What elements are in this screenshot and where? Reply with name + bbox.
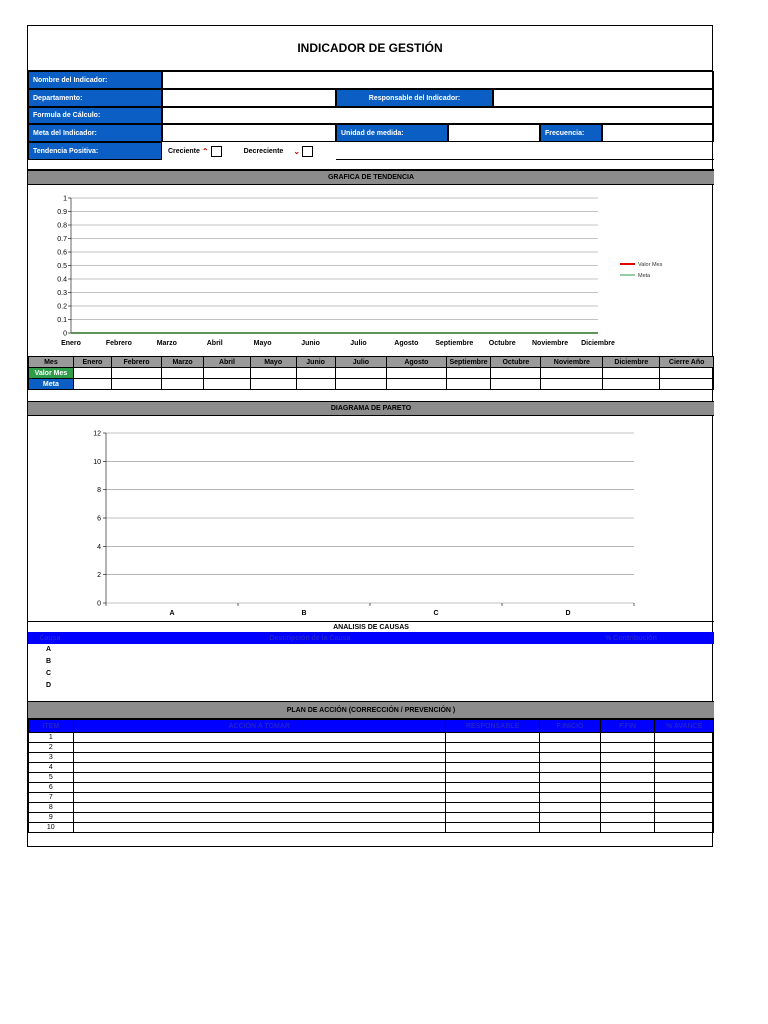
table-cell[interactable]	[540, 783, 601, 793]
table-header-cell: F.FIN	[600, 720, 654, 733]
table-cell[interactable]	[540, 813, 601, 823]
y-tick-label: 0.2	[57, 303, 67, 311]
table-row	[29, 813, 714, 823]
table-cell: 2	[29, 743, 74, 753]
x-tick-label: B	[301, 610, 307, 617]
table-cell[interactable]	[445, 763, 539, 773]
y-tick-label: 0.3	[57, 290, 67, 297]
spacer-row	[28, 160, 714, 170]
y-tick-label: 6	[97, 515, 101, 523]
y-tick-label: 0	[63, 330, 67, 338]
table-cell[interactable]	[600, 823, 654, 833]
causas-header-cell: Descripción de la Causa	[269, 634, 351, 642]
section-causas: ANALISIS DE CAUSAS	[28, 621, 714, 632]
x-tick-label: Agosto	[394, 340, 419, 347]
table-cell: 4	[29, 763, 74, 773]
table-cell[interactable]	[540, 753, 601, 763]
table-cell[interactable]	[603, 368, 660, 379]
table-cell[interactable]	[655, 793, 714, 803]
table-cell[interactable]	[446, 368, 491, 379]
table-cell: 6	[29, 783, 74, 793]
arrow-up-icon: ⌃	[201, 146, 209, 156]
x-tick-label: Marzo	[156, 340, 177, 347]
table-header-cell: F.INICIO	[540, 720, 601, 733]
table-cell[interactable]	[540, 823, 601, 833]
table-cell[interactable]	[600, 763, 654, 773]
decreciente-checkbox[interactable]	[302, 146, 313, 157]
table-cell[interactable]	[112, 379, 162, 390]
table-cell[interactable]	[387, 379, 446, 390]
section-plan: PLAN DE ACCIÓN (CORRECCIÓN / PREVENCIÓN )	[28, 701, 714, 719]
table-cell: 1	[29, 733, 74, 743]
table-cell: 7	[29, 793, 74, 803]
table-cell[interactable]	[540, 793, 601, 803]
causas-list	[28, 645, 714, 701]
table-cell[interactable]	[655, 813, 714, 823]
table-cell[interactable]	[540, 773, 601, 783]
arrow-down-icon: ⌄	[293, 146, 301, 156]
table-cell[interactable]	[73, 763, 445, 773]
table-cell[interactable]	[445, 793, 539, 803]
table-cell: 8	[29, 803, 74, 813]
page-title: INDICADOR DE GESTIÓN	[28, 26, 712, 71]
table-cell[interactable]: Junio	[296, 357, 335, 368]
table-cell[interactable]	[445, 743, 539, 753]
table-cell: 9	[29, 813, 74, 823]
departamento-label: Departamento:	[28, 89, 162, 107]
table-cell[interactable]	[73, 733, 445, 743]
legend-label: Meta	[638, 273, 651, 279]
table-cell[interactable]	[655, 743, 714, 753]
y-tick-label: 2	[97, 572, 101, 580]
departamento-field[interactable]	[162, 89, 336, 107]
x-tick-label: Diciembre	[581, 340, 615, 347]
y-tick-label: 0.8	[57, 222, 67, 230]
table-cell[interactable]	[204, 379, 251, 390]
x-tick-label: Julio	[350, 340, 367, 347]
table-header-cell: ITEM	[29, 720, 74, 733]
table-header-cell: % AVANCE	[655, 720, 714, 733]
table-cell[interactable]	[296, 368, 335, 379]
x-tick-label: D	[565, 610, 571, 617]
table-row	[29, 763, 714, 773]
table-cell[interactable]	[446, 379, 491, 390]
table-cell: 3	[29, 753, 74, 763]
table-cell[interactable]	[655, 733, 714, 743]
table-cell[interactable]	[445, 823, 539, 833]
y-tick-label: 0.4	[57, 276, 67, 284]
table-cell: Mes	[29, 357, 74, 368]
table-cell[interactable]	[162, 379, 204, 390]
table-cell[interactable]	[73, 823, 445, 833]
list-item: B	[46, 658, 52, 665]
table-cell[interactable]	[162, 368, 204, 379]
table-cell[interactable]: Diciembre	[603, 357, 660, 368]
creciente-label: Creciente	[168, 147, 200, 155]
y-tick-label: 12	[93, 430, 101, 438]
frecuencia-field[interactable]	[602, 124, 714, 142]
table-row	[29, 793, 714, 803]
table-cell[interactable]: Octubre	[491, 357, 541, 368]
table-cell[interactable]	[387, 368, 446, 379]
x-tick-label: A	[169, 610, 175, 617]
trend-chart	[28, 185, 714, 355]
table-row	[29, 773, 714, 783]
table-cell[interactable]	[204, 368, 251, 379]
y-tick-label: 1	[63, 195, 67, 203]
table-header-cell: ACCIÓN A TOMAR	[73, 720, 445, 733]
y-tick-label: 0.5	[57, 263, 67, 270]
table-cell[interactable]	[491, 379, 541, 390]
y-tick-label: 0.7	[57, 236, 67, 243]
table-cell[interactable]	[540, 733, 601, 743]
frecuencia-label: Frecuencia:	[540, 124, 602, 142]
table-cell[interactable]: Cierre Año	[660, 357, 714, 368]
table-cell[interactable]	[660, 379, 714, 390]
table-cell[interactable]	[600, 773, 654, 783]
table-cell[interactable]: Abril	[204, 357, 251, 368]
table-row	[29, 753, 714, 763]
x-tick-label: Noviembre	[531, 340, 569, 347]
table-cell[interactable]	[73, 793, 445, 803]
legend-label: Valor Mes	[638, 262, 663, 268]
table-cell[interactable]	[112, 368, 162, 379]
table-cell[interactable]	[600, 803, 654, 813]
table-cell[interactable]	[73, 368, 111, 379]
section-pareto: DIAGRAMA DE PARETO	[28, 401, 714, 416]
x-tick-label: C	[433, 610, 439, 617]
table-cell[interactable]: Noviembre	[541, 357, 603, 368]
table-row	[29, 783, 714, 793]
table-cell[interactable]	[445, 783, 539, 793]
table-row	[29, 379, 714, 390]
table-cell[interactable]	[655, 803, 714, 813]
list-item: D	[46, 682, 52, 689]
table-cell: Meta	[29, 379, 74, 390]
unidad-field[interactable]	[448, 124, 540, 142]
formula-field[interactable]	[162, 107, 714, 124]
table-cell[interactable]	[445, 733, 539, 743]
nombre-label: Nombre del Indicador:	[28, 71, 162, 89]
table-cell[interactable]	[73, 803, 445, 813]
table-cell[interactable]	[445, 813, 539, 823]
table-cell[interactable]	[600, 733, 654, 743]
table-cell[interactable]	[335, 379, 386, 390]
table-cell[interactable]: Febrero	[112, 357, 162, 368]
table-cell[interactable]: Enero	[73, 357, 111, 368]
table-cell[interactable]: Agosto	[387, 357, 446, 368]
causas-header-cell: Causa	[39, 634, 61, 642]
table-cell[interactable]	[445, 773, 539, 783]
plan-table	[28, 719, 714, 833]
table-cell[interactable]	[445, 803, 539, 813]
y-tick-label: 8	[97, 487, 101, 495]
table-cell[interactable]	[296, 379, 335, 390]
section-tendencia: GRAFICA DE TENDENCIA	[28, 170, 714, 185]
monthly-table	[28, 356, 714, 390]
table-row	[29, 733, 714, 743]
x-tick-label: Mayo	[253, 340, 272, 347]
table-cell[interactable]	[445, 753, 539, 763]
list-item: A	[46, 646, 52, 653]
indicator-sheet	[27, 25, 713, 847]
x-tick-label: Enero	[61, 340, 81, 347]
table-cell[interactable]	[73, 813, 445, 823]
table-cell[interactable]	[250, 379, 296, 390]
table-cell: Valor Mes	[29, 368, 74, 379]
table-cell[interactable]	[603, 379, 660, 390]
table-cell[interactable]	[600, 783, 654, 793]
table-cell[interactable]: Mayo	[250, 357, 296, 368]
decreciente-label: Decreciente	[243, 147, 284, 155]
y-tick-label: 0.9	[57, 209, 67, 216]
formula-label: Formula de Cálculo:	[28, 107, 162, 124]
table-cell[interactable]	[655, 823, 714, 833]
y-tick-label: 0.6	[57, 249, 67, 257]
table-row	[29, 803, 714, 813]
table-row	[29, 823, 714, 833]
nombre-field[interactable]	[162, 71, 714, 89]
table-header-cell: RESPONSABLE	[445, 720, 539, 733]
table-cell[interactable]	[600, 813, 654, 823]
table-cell[interactable]	[540, 743, 601, 753]
table-row	[29, 368, 714, 379]
meta-field[interactable]	[162, 124, 336, 142]
table-row	[29, 743, 714, 753]
causas-header-cell: % Contribución	[605, 634, 657, 642]
table-cell[interactable]	[600, 743, 654, 753]
table-cell[interactable]	[655, 753, 714, 763]
list-item: C	[46, 670, 52, 677]
table-cell[interactable]	[250, 368, 296, 379]
table-cell: 10	[29, 823, 74, 833]
tendencia-label: Tendencia Positiva:	[28, 142, 162, 160]
meta-label: Meta del Indicador:	[28, 124, 162, 142]
table-cell[interactable]: Julio	[335, 357, 386, 368]
responsable-label: Responsable del Indicador:	[336, 89, 493, 107]
table-cell[interactable]: Marzo	[162, 357, 204, 368]
table-cell[interactable]	[73, 783, 445, 793]
table-cell[interactable]	[73, 379, 111, 390]
table-cell[interactable]	[600, 793, 654, 803]
table-cell[interactable]	[335, 368, 386, 379]
tendencia-options	[168, 142, 338, 160]
table-cell[interactable]	[73, 753, 445, 763]
table-cell[interactable]	[73, 743, 445, 753]
table-cell[interactable]	[541, 368, 603, 379]
table-cell[interactable]: Septiembre	[446, 357, 491, 368]
table-cell[interactable]	[655, 783, 714, 793]
table-cell[interactable]	[540, 803, 601, 813]
table-cell[interactable]	[600, 753, 654, 763]
table-cell[interactable]	[540, 763, 601, 773]
x-tick-label: Septiembre	[435, 340, 474, 347]
table-cell[interactable]	[73, 773, 445, 783]
table-header-row	[29, 720, 714, 733]
table-cell[interactable]	[541, 379, 603, 390]
x-tick-label: Junio	[301, 340, 320, 347]
x-tick-label: Octubre	[488, 340, 516, 347]
table-cell[interactable]	[491, 368, 541, 379]
x-tick-label: Abril	[206, 340, 223, 347]
y-tick-label: 0	[97, 600, 101, 608]
creciente-checkbox[interactable]	[211, 146, 222, 157]
table-row	[29, 357, 714, 368]
table-cell: 5	[29, 773, 74, 783]
causas-header	[28, 632, 714, 644]
unidad-label: Unidad de medida:	[336, 124, 448, 142]
y-tick-label: 4	[97, 543, 101, 551]
y-tick-label: 0.1	[57, 317, 67, 324]
y-tick-label: 10	[93, 458, 101, 466]
table-cell[interactable]	[655, 773, 714, 783]
responsable-field[interactable]	[493, 89, 714, 107]
table-cell[interactable]	[660, 368, 714, 379]
x-tick-label: Febrero	[105, 340, 132, 347]
pareto-chart	[28, 416, 714, 621]
table-cell[interactable]	[655, 763, 714, 773]
